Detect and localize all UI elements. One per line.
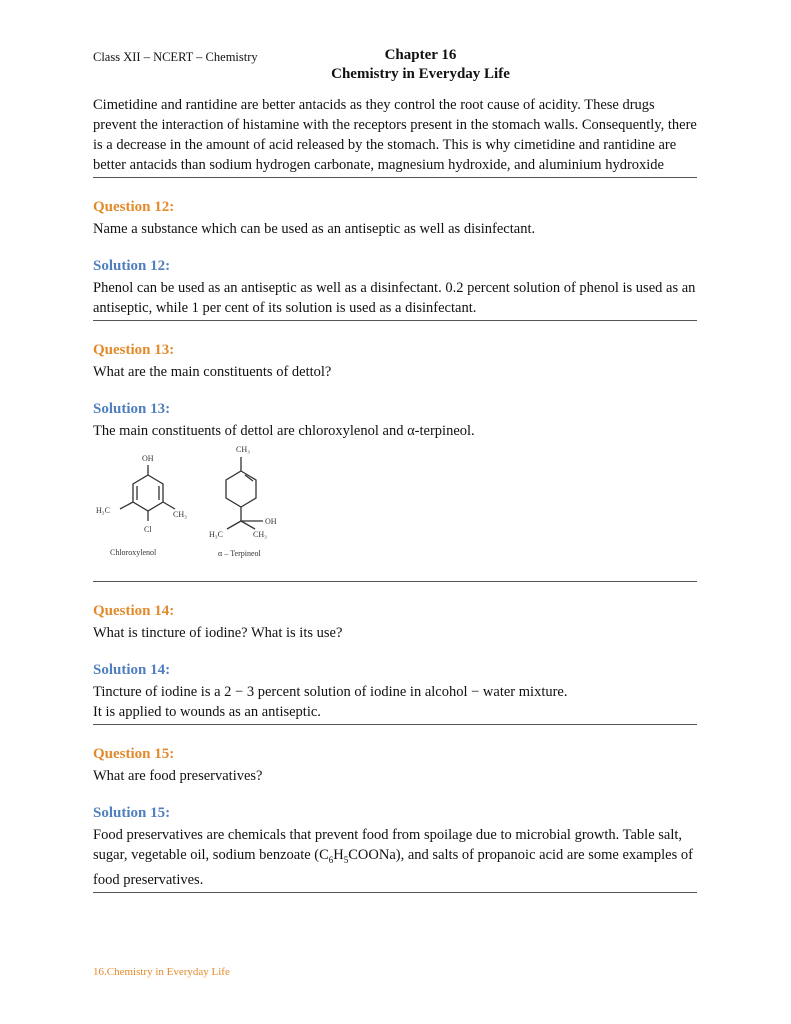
question-15-text: What are food preservatives?	[93, 768, 263, 784]
formula-coona: COONa	[348, 847, 396, 863]
solution-14-line-2: It is applied to wounds as an antiseptic.	[93, 704, 321, 720]
solution-13-text: The main constituents of dettol are chloroxylenol and α-terpineol.	[93, 423, 475, 439]
terpineol-ch3-label: CH₃	[253, 530, 267, 539]
header-left: Class XII – NCERT – Chemistry	[93, 50, 258, 64]
question-12-heading: Question 12:	[93, 199, 175, 215]
solution-12-heading: Solution 12:	[93, 258, 171, 274]
solution-15-heading: Solution 15:	[93, 805, 171, 821]
intro-paragraph: Cimetidine and rantidine are better antacids as they control the root cause of acidity. These drugs prevent the interaction of histamine with the receptors present in the stomach walls. Consequently, there is a decrease in the amount of acid released by the stomach. This is why cimetidine and rantidine are better antacids than sodium hydrogen carbonate, magnesium hydroxide, and aluminium hydroxide	[93, 97, 697, 173]
solution-13-heading: Solution 13:	[93, 401, 171, 417]
question-14-heading: Question 14:	[93, 603, 175, 619]
chloroxylenol-ring	[120, 465, 175, 521]
chapter-subtitle: Chemistry in Everyday Life	[331, 66, 510, 82]
question-13-heading: Question 13:	[93, 342, 175, 358]
solution-14-heading: Solution 14:	[93, 662, 171, 678]
formula-h: H	[333, 847, 344, 863]
chapter-title: Chapter 16	[384, 47, 457, 63]
chloroxylenol-oh-label: OH	[142, 454, 154, 463]
solution-15-pre: Food preservatives are chemicals that prevent food from spoilage due to microbial growth. Table salt, sugar, vegetable oil, sodium benzoate (C	[93, 827, 683, 863]
terpineol-ch3-top-label: CH₃	[236, 445, 250, 454]
page-header	[0, 46, 791, 84]
question-15-heading: Question 15:	[93, 746, 175, 762]
chloroxylenol-h3c-label: H₃C	[96, 506, 110, 515]
question-13-text: What are the main constituents of dettol?	[93, 364, 332, 380]
divider	[93, 892, 697, 893]
divider	[93, 581, 697, 582]
terpineol-oh-label: OH	[265, 517, 277, 526]
formula-sub-6: 6	[328, 854, 334, 865]
structure-diagram	[93, 441, 697, 579]
question-12-text: Name a substance which can be used as an antiseptic as well as disinfectant.	[93, 221, 536, 237]
divider	[93, 177, 697, 178]
solution-12-text: Phenol can be used as an antiseptic as well as a disinfectant. 0.2 percent solution of phenol is used as an antiseptic, while 1 per cent of its solution is used as a disinfectant.	[93, 280, 696, 316]
divider	[93, 724, 697, 725]
chloroxylenol-cl-label: Cl	[144, 525, 152, 534]
terpineol-name: α – Terpineol	[218, 549, 261, 558]
solution-14-line-1: Tincture of iodine is a 2 − 3 percent solution of iodine in alcohol − water mixture.	[93, 684, 568, 700]
solution-15-post: ), and salts of propanoic acid are some examples of food preservatives.	[93, 847, 693, 888]
divider	[93, 320, 697, 321]
terpineol-ring	[226, 457, 263, 529]
chemical-structures	[93, 441, 697, 579]
formula-sub-5: 5	[343, 854, 349, 865]
page-content	[93, 95, 697, 893]
solution-15-text	[93, 825, 697, 890]
terpineol-h3c-label: H₃C	[209, 530, 223, 539]
page-footer: 16.Chemistry in Everyday Life	[93, 966, 230, 978]
chloroxylenol-name: Chloroxylenol	[110, 548, 157, 557]
question-14-text: What is tincture of iodine? What is its use?	[93, 625, 343, 641]
chloroxylenol-ch3-label: CH₃	[173, 510, 187, 519]
